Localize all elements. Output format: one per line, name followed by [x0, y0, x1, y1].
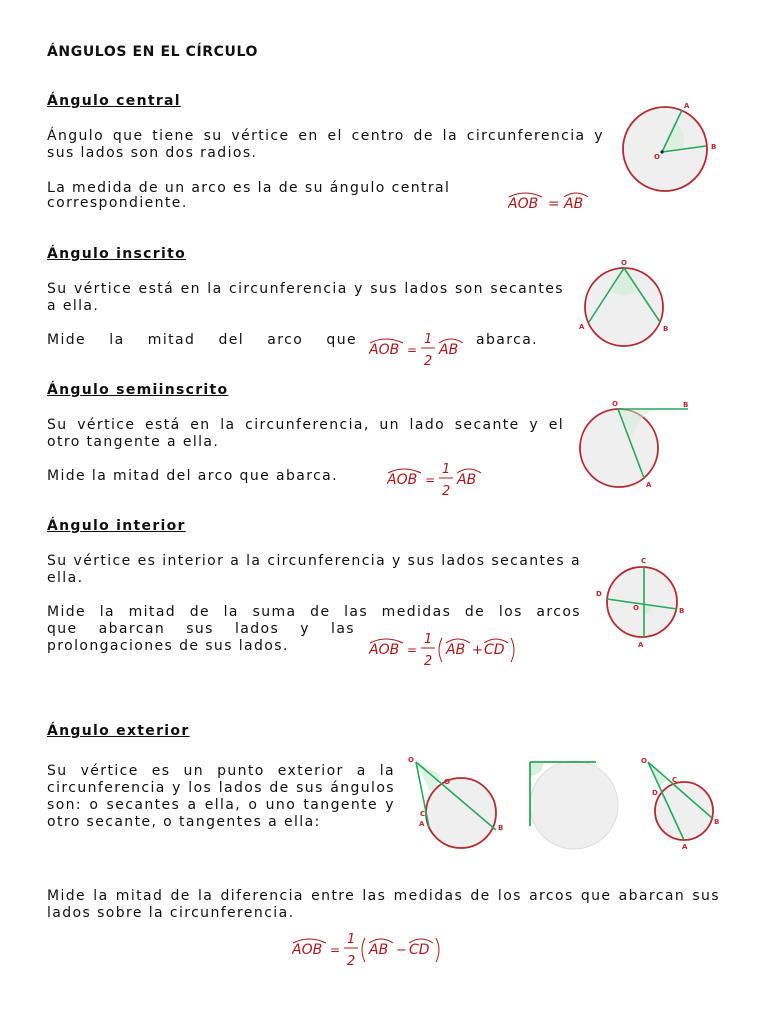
formula-one: 1 — [424, 632, 433, 647]
formula-aob: AOB — [369, 342, 400, 358]
label-a: A — [682, 843, 688, 851]
exterior-measure: Mide la mitad de la diferencia entre las medidas de los arcos que abarcan sus lados sobre la circunferencia. — [47, 888, 720, 921]
heading-semiinscrito: Ángulo semiinscrito — [47, 382, 229, 398]
formula-aob: AOB — [387, 472, 418, 488]
label-d: D — [596, 590, 602, 598]
exterior-angle-diagram-tangents — [524, 756, 628, 856]
label-b: B — [663, 325, 669, 333]
heading-interior: Ángulo interior — [47, 518, 186, 534]
label-b: B — [498, 824, 504, 832]
inscribed-angle-diagram — [574, 254, 674, 350]
central-formula — [508, 188, 598, 214]
exterior-angle-diagram-secants — [404, 752, 514, 852]
label-c: C — [672, 776, 678, 784]
label-b: B — [683, 401, 689, 409]
formula-one: 1 — [442, 462, 451, 477]
circle — [426, 778, 496, 848]
exterior-definition: Su vértice es un punto exterior a la circunferencia y los lados de sus ángulos son: o secantes a ella, o uno tangente y otro secante, o tangentes a ella: — [47, 763, 395, 830]
label-o: O — [633, 604, 639, 612]
circle — [580, 409, 658, 487]
label-a: A — [638, 641, 644, 649]
label-a: A — [646, 481, 652, 489]
label-b: B — [711, 143, 717, 151]
label-o: O — [408, 756, 414, 764]
label-c: C — [420, 810, 426, 818]
formula-cd: CD — [484, 642, 505, 658]
heading-exterior: Ángulo exterior — [47, 723, 190, 739]
formula-equals: = — [407, 343, 418, 357]
formula-equals: = — [407, 643, 418, 657]
formula-plus: + — [472, 643, 483, 658]
formula-one: 1 — [347, 932, 356, 947]
label-b: B — [714, 818, 720, 826]
formula-equals: = — [548, 196, 560, 212]
circle — [530, 761, 618, 849]
label-o: O — [621, 259, 627, 267]
formula-one: 1 — [424, 332, 433, 347]
central-measure-line2: correspondiente. — [47, 195, 188, 211]
formula-two: 2 — [424, 654, 433, 669]
formula-ab: AB — [446, 642, 466, 658]
exterior-angle-diagram-secant-pair — [636, 754, 726, 854]
label-d: O — [444, 778, 450, 786]
inscrito-formula — [369, 328, 469, 372]
central-definition: Ángulo que tiene su vértice en el centro de la circunferencia y sus lados son dos radios. — [47, 128, 604, 161]
formula-aob: AOB — [369, 642, 400, 658]
label-o: O — [654, 153, 660, 161]
inscrito-measure-end: abarca. — [476, 332, 539, 348]
label-o: O — [612, 400, 618, 408]
exterior-formula — [292, 928, 452, 972]
label-a: A — [684, 102, 690, 110]
heading-central: Ángulo central — [47, 93, 181, 109]
label-d: D — [652, 789, 658, 797]
interior-measure-line2: que abarcan sus lados y las — [47, 621, 355, 637]
inscrito-definition: Su vértice está en la circunferencia y sus lados son secantes a ella. — [47, 281, 564, 314]
formula-ab: AB — [457, 472, 477, 488]
label-a: A — [419, 820, 425, 828]
circle — [607, 567, 677, 637]
formula-ab: AB — [439, 342, 459, 358]
central-measure-line1: La medida de un arco es la de su ángulo central — [47, 180, 451, 196]
central-angle-diagram — [612, 96, 727, 196]
formula-ab: AB — [564, 196, 584, 212]
interior-formula — [369, 628, 519, 672]
page-title: ÁNGULOS EN EL CÍRCULO — [47, 44, 259, 60]
formula-aob: AOB — [292, 942, 323, 958]
formula-ab: AB — [369, 942, 389, 958]
formula-two: 2 — [442, 484, 451, 499]
semi-inscribed-angle-diagram — [574, 396, 694, 492]
formula-two: 2 — [424, 354, 433, 369]
label-b: B — [679, 607, 685, 615]
interior-measure-line1: Mide la mitad de la suma de las medidas de los arcos — [47, 604, 581, 620]
inscrito-measure: Mide la mitad del arco que — [47, 332, 357, 348]
interior-definition: Su vértice es interior a la circunferencia y sus lados secantes a ella. — [47, 553, 581, 586]
formula-minus: − — [396, 943, 407, 958]
formula-two: 2 — [347, 954, 356, 969]
heading-inscrito: Ángulo inscrito — [47, 246, 186, 262]
label-o: O — [641, 757, 647, 765]
formula-equals: = — [330, 943, 341, 957]
formula-aob: AOB — [508, 196, 539, 212]
interior-angle-diagram — [594, 554, 694, 650]
semiinscrito-measure: Mide la mitad del arco que abarca. — [47, 468, 338, 484]
semiinscrito-definition: Su vértice está en la circunferencia, un lado secante y el otro tangente a ella. — [47, 417, 564, 450]
formula-cd: CD — [409, 942, 430, 958]
label-c: C — [641, 557, 647, 565]
semiinscrito-formula — [387, 458, 487, 502]
formula-equals: = — [425, 473, 436, 487]
label-a: A — [579, 323, 585, 331]
interior-measure-line3: prolongaciones de sus lados. — [47, 638, 289, 654]
